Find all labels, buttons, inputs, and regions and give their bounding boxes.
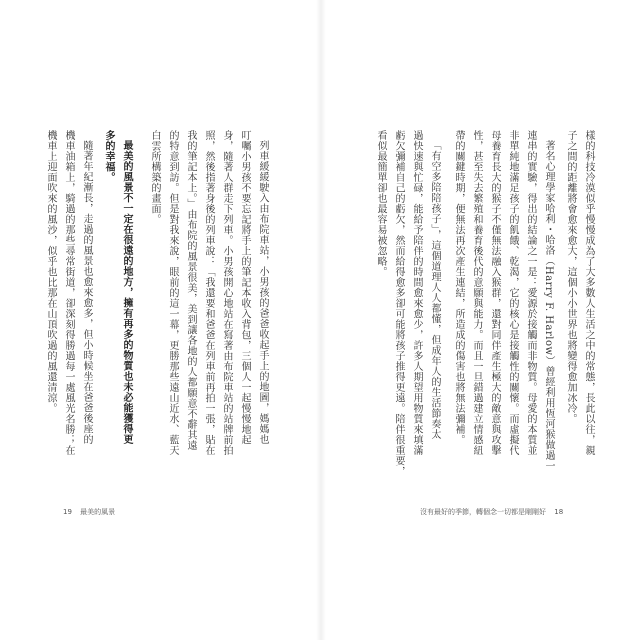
- text-column: 身，隨著人群走下列車。小男孩開心地站在寫著由布院車站的站牌前拍: [221, 130, 232, 456]
- left-page: [45, 130, 316, 456]
- text-column: 我的筆記本上。」由布院的風景很美，美到讓各地的人都願意不辭其遠: [185, 130, 196, 451]
- emphasis-column: 多的幸福。: [103, 130, 114, 183]
- text-column: 母養育長大的猴子不僅無法融入猴群，還對同伴產生極大的敵意與攻擊: [489, 130, 500, 456]
- right-page: [330, 130, 598, 477]
- text-column: 樣的科技冷漠似乎慢慢成為了大多數人生活之中的常態，長此以往，親: [583, 130, 594, 456]
- text-column: 的特意到訪。但是對我來說，眼前的這一幕，更勝那些遠山近水、藍天: [167, 130, 178, 456]
- text-column: 照，然後指著身後的列車說：「我還要和爸爸在列車前再拍一張，貼在: [203, 130, 214, 456]
- text-column: 白雲所構築的畫面。: [149, 130, 160, 225]
- page-number: 19: [63, 508, 72, 516]
- page-gutter: [316, 0, 326, 640]
- text-column: 著名心理學家哈利・哈洛（Harry F. Harlow）曾經利用恆河猴做過一: [543, 140, 554, 472]
- text-column: 叮囑小男孩不要忘記將手上的筆記本收入背包，三個人一起慢慢地起: [239, 130, 250, 445]
- text-column: 虧欠彌補自己的虧欠，然而給得愈多卻可能將孩子推得更遠。陪伴很重要，: [393, 130, 404, 477]
- text-column: 子之間的距離將會愈來愈大，這個小小世界也將變得愈加冰冷。: [565, 130, 576, 424]
- running-header: 沒有最好的季節，轉個念一切都是剛剛好: [420, 508, 546, 516]
- text-column: 機車油箱上，騎過的那些尋常街道，卻深刻得勝過每一處風光名勝；在: [63, 130, 74, 456]
- text-column: 非單純地滿足孩子的飢餓、乾渴，它的核心是接觸性的關懷。而虛擬代: [507, 130, 518, 456]
- emphasis-column: 最美的風景不一定在很遠的地方，擁有再多的物質也未必能獲得更: [121, 140, 132, 445]
- right-page-footer: [420, 507, 569, 517]
- text-column: 連串的實驗，得出的結論之一是：愛源於接觸而非物質。母愛的本質並: [525, 130, 536, 456]
- text-column: 「有空多陪陪孩子」，這個道理人人都懂，但成年人的生活節奏太: [429, 140, 440, 440]
- text-column: 看似最簡單卻也最容易被忽略。: [375, 130, 386, 277]
- left-page-footer: [63, 507, 121, 517]
- text-column: 列車緩緩駛入由布院車站，小男孩的爸爸收起手上的地圖，媽媽也: [257, 140, 268, 445]
- text-column: 機車上迎面吹來的風沙，似乎也比那在山頂吹過的風還清涼。: [45, 130, 56, 414]
- text-column: 帶的關鍵時期，便無法再次產生連結，所造成的傷害也將無法彌補。: [453, 130, 464, 445]
- text-column: 性，甚至失去繁殖和養育後代的意願與能力。而且一旦錯過建立情感紐: [471, 130, 482, 456]
- text-column: 過快速與忙碌，能給予陪伴的時間愈來愈少，許多人期望用物質來填滿: [411, 130, 422, 456]
- page-number: 18: [554, 508, 564, 516]
- text-column: 隨著年紀漸長，走過的風景也愈來愈多，但小時候坐在爸爸後座的: [81, 140, 92, 445]
- running-header: 最美的風景: [80, 508, 116, 516]
